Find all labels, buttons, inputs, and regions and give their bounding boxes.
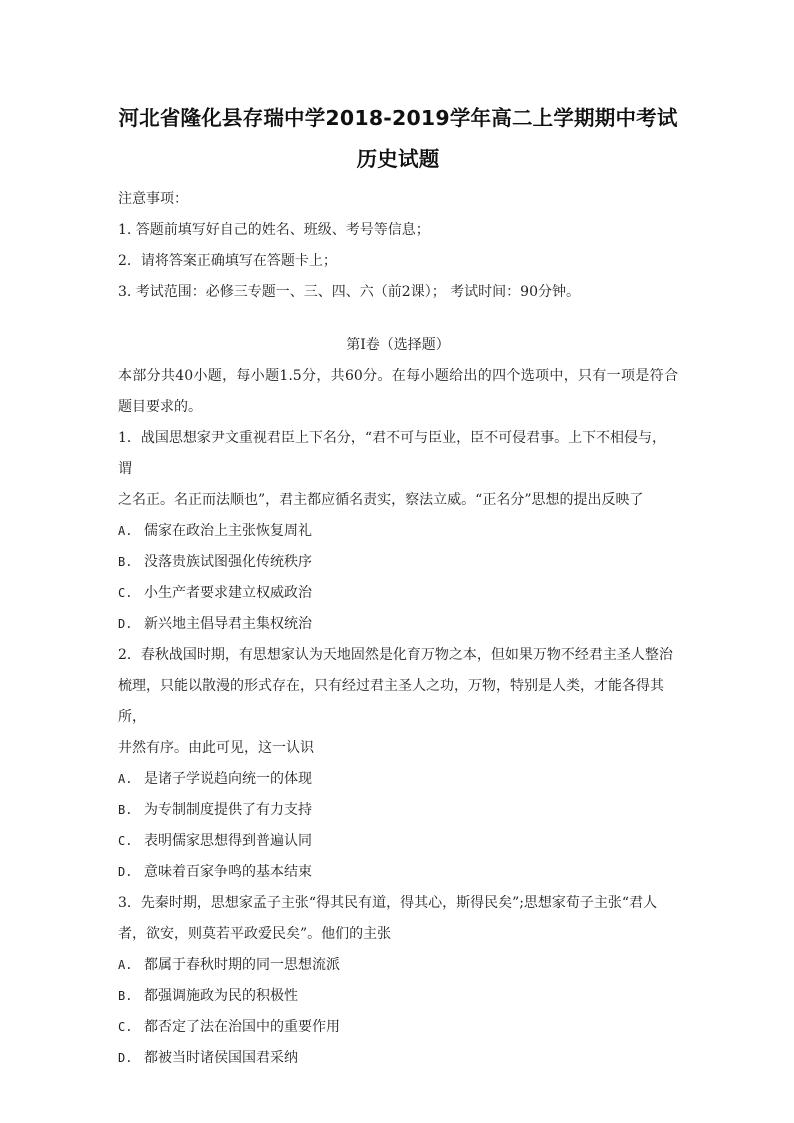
option-d bbox=[118, 609, 678, 640]
question-stem-line: 之名正。名正而法顺也”，君主都应循名责实，察法立威。“正名分”思想的提出反映了 bbox=[118, 492, 644, 508]
option-letter: B. bbox=[118, 803, 133, 817]
section-instruction: 本部分共40小题，每小题1.5分，共60分。在每小题给出的四个选项中，只有一项是符合题目要求的。 bbox=[118, 368, 678, 415]
notes-item: 3. 考试范围：必修三专题一、三、四、六（前2课）； 考试时间：90分钟。 bbox=[118, 284, 580, 300]
option-text: 都强调施政为民的积极性 bbox=[144, 988, 298, 1004]
option-letter: A. bbox=[118, 958, 133, 972]
option-d bbox=[118, 857, 678, 888]
option-d bbox=[118, 1043, 678, 1074]
option-text: 都否定了法在治国中的重要作用 bbox=[144, 1019, 340, 1035]
option-letter: D. bbox=[118, 865, 133, 879]
option-b bbox=[118, 795, 678, 826]
option-b bbox=[118, 547, 678, 578]
exam-page bbox=[118, 98, 678, 1074]
option-a bbox=[118, 764, 678, 795]
option-letter: C. bbox=[118, 1020, 133, 1034]
option-letter: B. bbox=[118, 989, 133, 1003]
option-letter: D. bbox=[118, 1051, 133, 1065]
option-letter: D. bbox=[118, 617, 133, 631]
option-text: 都被当时诸侯国国君采纳 bbox=[144, 1050, 298, 1066]
option-text: 都属于春秋时期的同一思想流派 bbox=[144, 957, 340, 973]
question-2 bbox=[118, 640, 678, 888]
option-letter: A. bbox=[118, 524, 133, 538]
notes-item: 1. 答题前填写好自己的姓名、班级、考号等信息； bbox=[118, 222, 430, 238]
question-stem-line: 2．春秋战国时期，有思想家认为天地固然是化育万物之本，但如果万物不经君主圣人整治 bbox=[118, 647, 673, 663]
notes-heading: 注意事项： bbox=[118, 191, 188, 207]
notes-item: 2．请将答案正确填写在答题卡上； bbox=[118, 253, 337, 269]
option-a bbox=[118, 516, 678, 547]
option-letter: B. bbox=[118, 555, 133, 569]
question-stem-line: 3．先秦时期，思想家孟子主张“得其民有道，得其心，斯得民矣”;思想家荀子主张“君人 bbox=[118, 895, 658, 911]
question-stem-line: 者，欲安，则莫若平政爱民矣”。他们的主张 bbox=[118, 926, 392, 942]
question-stem-line: 梳理，只能以散漫的形式存在，只有经过君主圣人之功，万物，特别是人类，才能各得其所， bbox=[118, 678, 664, 725]
title-line-2: 历史试题 bbox=[356, 147, 440, 171]
question-stem-line: 1．战国思想家尹文重视君臣上下名分，“君不可与臣业，臣不可侵君事。上下不相侵与，谓 bbox=[118, 430, 667, 477]
option-letter: A. bbox=[118, 772, 133, 786]
option-letter: C. bbox=[118, 834, 133, 848]
option-b bbox=[118, 981, 678, 1012]
option-text: 小生产者要求建立权威政治 bbox=[144, 585, 312, 601]
option-text: 是诸子学说趋向统一的体现 bbox=[144, 771, 312, 787]
option-c bbox=[118, 578, 678, 609]
option-text: 表明儒家思想得到普遍认同 bbox=[144, 833, 312, 849]
option-text: 新兴地主倡导君主集权统治 bbox=[144, 616, 312, 632]
option-c bbox=[118, 826, 678, 857]
option-text: 意味着百家争鸣的基本结束 bbox=[144, 864, 312, 880]
option-a bbox=[118, 950, 678, 981]
option-text: 为专制制度提供了有力支持 bbox=[144, 802, 312, 818]
exam-title bbox=[118, 98, 678, 179]
section-title: 第Ⅰ卷（选择题） bbox=[346, 337, 450, 353]
question-stem-line: 井然有序。由此可见，这一认识 bbox=[118, 740, 314, 756]
notes-block bbox=[118, 184, 678, 308]
question-1 bbox=[118, 423, 678, 640]
option-letter: C. bbox=[118, 586, 133, 600]
option-text: 没落贵族试图强化传统秩序 bbox=[144, 554, 312, 570]
question-3 bbox=[118, 888, 678, 1074]
option-text: 儒家在政治上主张恢复周礼 bbox=[144, 523, 312, 539]
title-line-1: 河北省隆化县存瑞中学2018-2019学年高二上学期期中考试 bbox=[118, 106, 678, 130]
option-c bbox=[118, 1012, 678, 1043]
